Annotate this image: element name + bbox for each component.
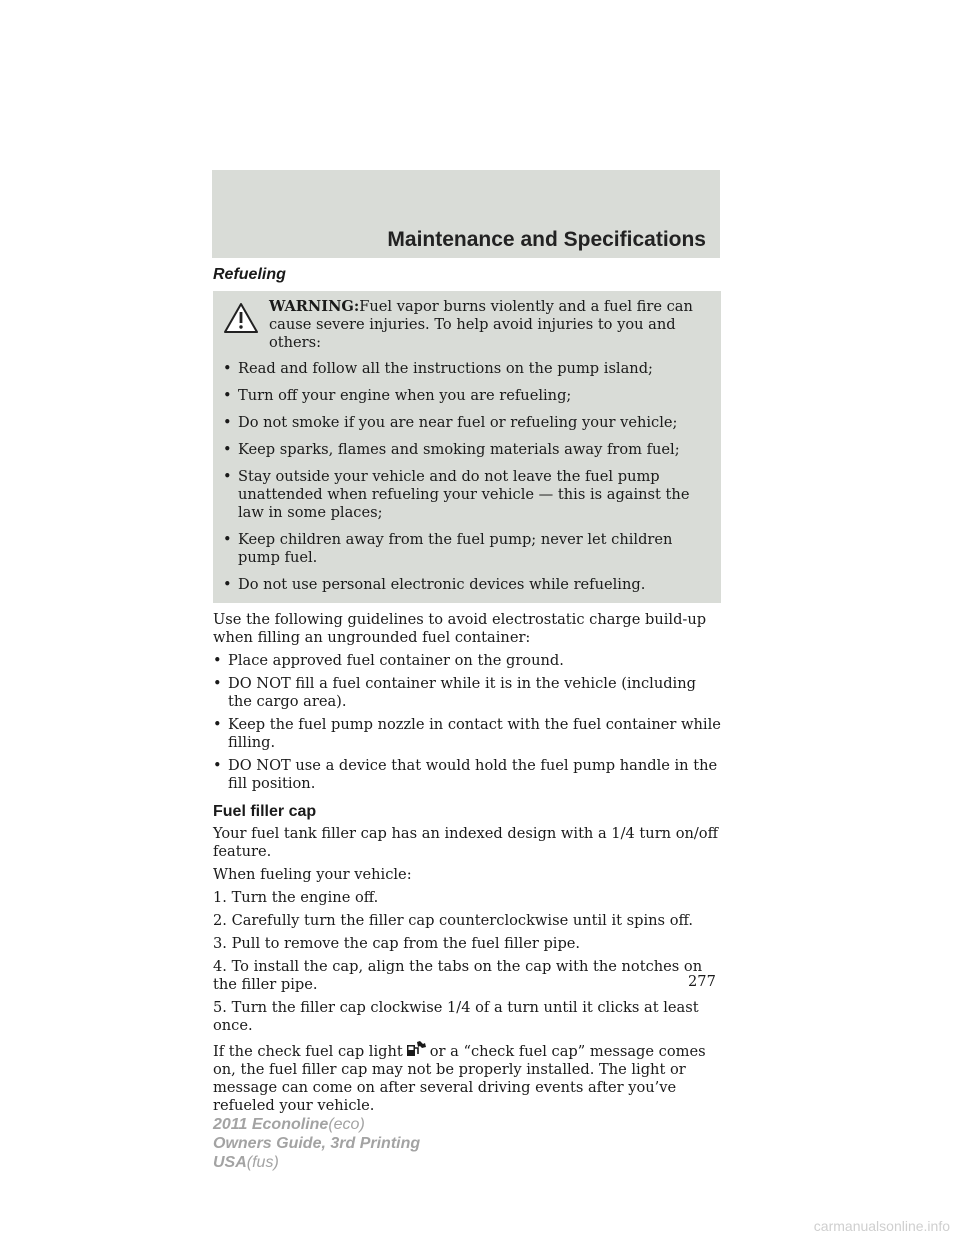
page-content	[213, 266, 721, 1120]
warning-text: Fuel vapor burns violently and a fuel fire can cause severe injuries. To help avoid injuries to you and others:	[269, 298, 693, 351]
step-item: 3. Pull to remove the cap from the fuel filler pipe.	[213, 935, 581, 952]
warning-triangle-icon	[223, 302, 259, 334]
step-item: 4. To install the cap, align the tabs on the cap with the notches on the filler pipe.	[213, 958, 703, 993]
document-footer	[213, 1115, 420, 1172]
electrostatic-list	[213, 652, 721, 793]
footer-guide: Owners Guide, 3rd Printing	[213, 1135, 421, 1152]
list-item: • DO NOT use a device that would hold the fuel pump handle in the fill position.	[213, 757, 718, 792]
footer-model: 2011 Econoline	[213, 1116, 329, 1133]
list-item: • Read and follow all the instructions on the pump island;	[223, 360, 653, 377]
list-item: • Do not smoke if you are near fuel or refueling your vehicle;	[223, 414, 678, 431]
warning-list	[223, 360, 713, 594]
fuel-filler-cap-heading: Fuel filler cap	[213, 803, 317, 820]
step-item: 1. Turn the engine off.	[213, 889, 379, 906]
check-fuel-cap-paragraph: If the check fuel cap light or a “check fuel cap” message comes on, the fuel filler cap may not be properly installed. The light or message can come on after several driving events after you’ve refueled your vehicle.	[213, 1040, 721, 1115]
list-item: • Do not use personal electronic devices while refueling.	[223, 576, 646, 593]
footer-model-code: (eco)	[328, 1116, 365, 1133]
body-text	[213, 611, 721, 1115]
section-header-title: Maintenance and Specifications	[387, 228, 706, 251]
section-header-band	[212, 170, 720, 258]
list-item: • Keep sparks, flames and smoking materials away from fuel;	[223, 441, 680, 458]
step-item: 5. Turn the filler cap clockwise 1/4 of a turn until it clicks at least once.	[213, 999, 699, 1034]
footer-market-code: (fus)	[246, 1154, 279, 1171]
fuel-cap-paragraph: When fueling your vehicle:	[213, 866, 412, 883]
footer-market: USA	[213, 1154, 247, 1171]
check-fuel-cap-icon	[405, 1040, 427, 1058]
fuel-cap-paragraph: Your fuel tank filler cap has an indexed design with a 1/4 turn on/off feature.	[213, 825, 718, 860]
refueling-heading: Refueling	[213, 266, 286, 283]
watermark: carmanualsonline.info	[813, 1218, 950, 1234]
step-item: 2. Carefully turn the filler cap counterclockwise until it spins off.	[213, 912, 693, 929]
warning-header	[223, 298, 713, 352]
warning-box	[213, 291, 721, 603]
list-item: • Keep children away from the fuel pump; never let children pump fuel.	[223, 531, 673, 566]
list-item: • Stay outside your vehicle and do not leave the fuel pump unattended when refueling your vehicle — this is against the law in some places;	[223, 468, 690, 521]
warning-text-block	[269, 298, 713, 352]
warning-label: WARNING:	[269, 298, 360, 315]
electrostatic-intro: Use the following guidelines to avoid electrostatic charge build-up when filling an ungrounded fuel container:	[213, 611, 707, 646]
list-item: • Place approved fuel container on the ground.	[213, 652, 564, 669]
page-number: 277	[688, 973, 716, 990]
list-item: • DO NOT fill a fuel container while it is in the vehicle (including the cargo area).	[213, 675, 696, 710]
list-item: • Keep the fuel pump nozzle in contact with the fuel container while filling.	[213, 716, 721, 751]
list-item: • Turn off your engine when you are refueling;	[223, 387, 572, 404]
fuel-cap-steps	[213, 889, 721, 1035]
